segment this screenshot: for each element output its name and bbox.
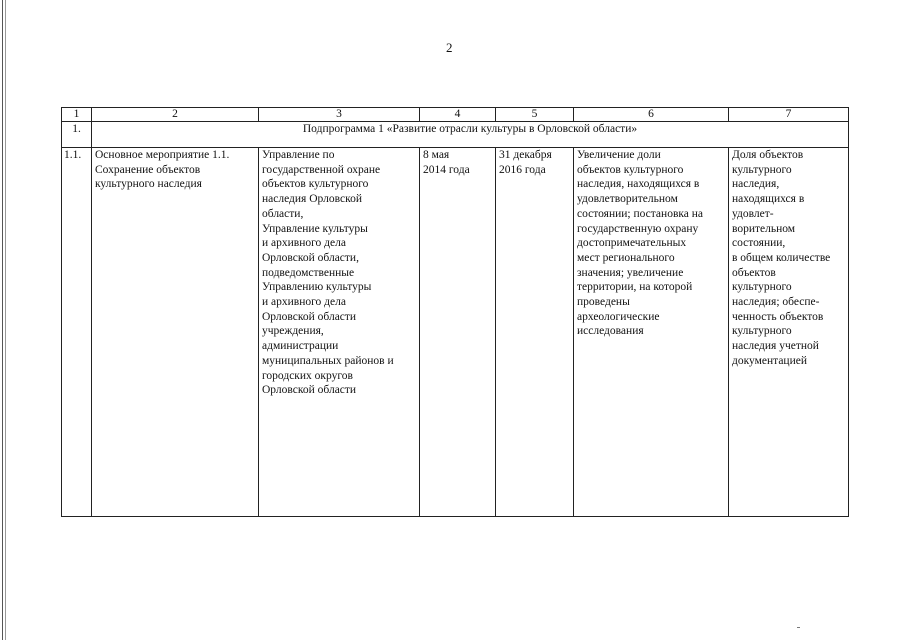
indicator-line: культурного [732, 281, 792, 294]
page-left-border [2, 0, 3, 640]
column-header: 2 [92, 108, 259, 122]
indicator-line: ворительном [732, 222, 796, 235]
subprogram-number: 1. [62, 122, 92, 148]
indicator-line: ченность объектов [732, 310, 824, 323]
scan-mark [797, 627, 800, 628]
start-date-line: 8 мая [423, 149, 450, 161]
end-date-line: 31 декабря [499, 149, 552, 161]
indicator-cell [729, 148, 849, 517]
executor-line: Орловской области [262, 384, 357, 397]
executor-line: области, [262, 207, 304, 220]
result-line: государственную охрану [577, 222, 699, 235]
subprogram-title: Подпрограмма 1 «Развитие отрасли культуры в Орловской области» [92, 122, 849, 148]
indicator-line: Доля объектов [732, 149, 804, 161]
column-header: 4 [420, 108, 496, 122]
result-line: Увеличение доли [577, 149, 661, 161]
activity-line: Основное мероприятие 1.1. [95, 149, 230, 161]
end-date-cell [496, 148, 574, 517]
indicator-line: наследия; обеспе- [732, 296, 820, 309]
executor-line: учреждения, [262, 325, 324, 338]
result-line: удовлетворительном [577, 193, 678, 206]
result-line: состоянии; постановка на [577, 207, 704, 220]
page-left-border-inner [5, 0, 6, 640]
executor-cell [259, 148, 420, 517]
page-number: 2 [446, 40, 453, 55]
executor-line: Орловской области [262, 310, 357, 323]
executor-line: муниципальных районов и [262, 354, 394, 367]
column-number-row [62, 108, 849, 122]
column-header: 6 [574, 108, 729, 122]
executor-line: и архивного дела [262, 237, 346, 250]
executor-line: наследия Орловской [262, 193, 362, 206]
table-row [62, 148, 849, 517]
subprogram-row [62, 122, 849, 148]
indicator-line: удовлет- [732, 207, 774, 220]
column-header: 5 [496, 108, 574, 122]
indicator-line: находящихся в [732, 193, 805, 206]
result-line: достопримечательных [577, 237, 687, 250]
indicator-line: в общем количестве [732, 251, 831, 264]
end-date-line: 2016 года [499, 163, 546, 176]
column-header: 7 [729, 108, 849, 122]
result-line: наследия, находящихся в [577, 178, 700, 191]
result-line: проведены [577, 296, 630, 309]
executor-line: Управление по [262, 149, 335, 161]
indicator-line: наследия, [732, 178, 780, 191]
indicator-line: документацией [732, 354, 807, 367]
executor-line: Управление культуры [262, 222, 368, 235]
executor-line: объектов культурного [262, 178, 369, 191]
indicator-line: состоянии, [732, 237, 786, 250]
activity-line: Сохранение объектов [95, 163, 201, 176]
start-date-cell [420, 148, 496, 517]
activity-cell [92, 148, 259, 517]
executor-line: Управлению культуры [262, 281, 372, 294]
executor-line: городских округов [262, 369, 353, 382]
result-line: значения; увеличение [577, 266, 684, 279]
column-header: 3 [259, 108, 420, 122]
result-line: территории, на которой [577, 281, 693, 294]
expected-result-cell [574, 148, 729, 517]
executor-line: государственной охране [262, 163, 381, 176]
program-table [61, 107, 849, 517]
activity-line: культурного наследия [95, 178, 202, 191]
indicator-line: наследия учетной [732, 340, 819, 353]
executor-line: подведомственные [262, 266, 355, 279]
column-header: 1 [62, 108, 92, 122]
indicator-line: культурного [732, 163, 792, 176]
start-date-line: 2014 года [423, 163, 470, 176]
executor-line: Орловской области, [262, 251, 359, 264]
result-line: археологические [577, 310, 660, 323]
result-line: объектов культурного [577, 163, 684, 176]
executor-line: и архивного дела [262, 296, 346, 309]
activity-number: 1.1. [62, 148, 92, 517]
result-line: мест регионального [577, 251, 675, 264]
result-line: исследования [577, 325, 644, 338]
indicator-line: культурного [732, 325, 792, 338]
executor-line: администрации [262, 340, 339, 353]
indicator-line: объектов [732, 266, 776, 279]
